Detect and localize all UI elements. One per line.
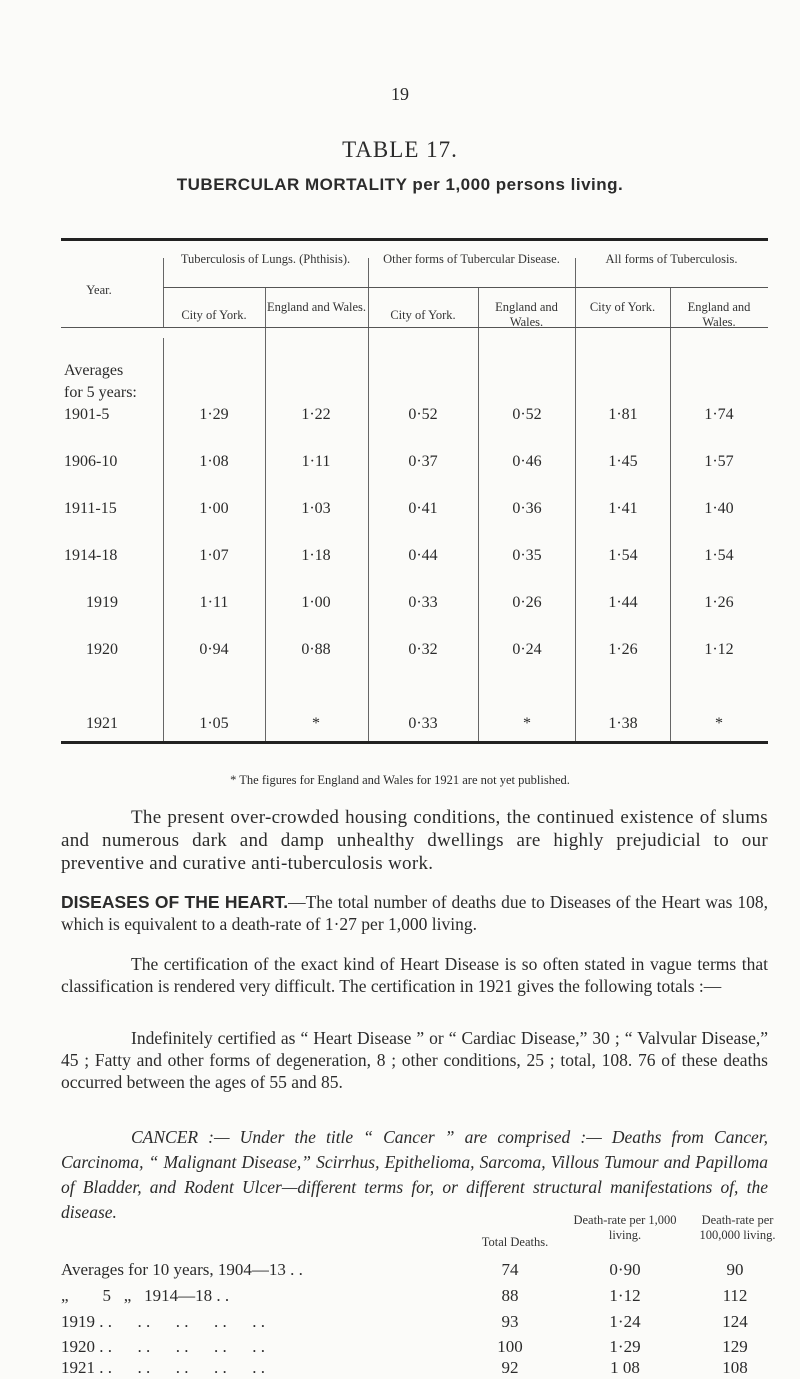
table-row-year: 1921 [86, 715, 118, 732]
table-cell: 1·29 [199, 406, 229, 423]
table-cell: 1·40 [704, 500, 734, 517]
table-row-year: 1920 [86, 641, 118, 658]
cancer-row-label: 1919 . . . . . . . . . . [61, 1312, 265, 1331]
cancer-row-value: 124 [722, 1312, 748, 1331]
table-footnote: * The figures for England and Wales for 1921 are not yet published. [230, 773, 570, 787]
table-cell: 0·33 [408, 594, 438, 611]
table-cell: * [715, 715, 723, 732]
group-header-all-forms: All forms of Tuberculosis. [605, 252, 738, 266]
cancer-row-label: Averages for 10 years, 1904—13 . . [61, 1260, 303, 1279]
subheader-england: England and Wales. [495, 300, 558, 329]
certification-paragraph: The certification of the exact kind of Heart Disease is so often stated in vague terms that classification is rendered very difficult. The certification in 1921 gives the following totals :— [61, 954, 768, 996]
table-row-year: 1911-15 [64, 500, 117, 517]
cancer-header-rate-100000: Death-rate per 100,000 living. [699, 1213, 776, 1242]
group-header-phthisis: Tuberculosis of Lungs. (Phthisis). [180, 252, 351, 266]
table-cell: 1·44 [608, 594, 638, 611]
cancer-row-value: 92 [501, 1358, 519, 1377]
table-cell: 1·26 [704, 594, 734, 611]
table-row-year: 1919 [86, 594, 118, 611]
cancer-row-label: 1920 . . . . . . . . . . [61, 1337, 265, 1356]
table-cell: 0·44 [408, 547, 438, 564]
table-cell: 0·32 [408, 641, 438, 658]
cancer-row-value: 93 [501, 1312, 519, 1331]
subheader-york: City of York. [589, 300, 656, 314]
averages-label: Averages [64, 362, 124, 379]
table-cell: 0·26 [512, 594, 542, 611]
table-cell: 0·52 [512, 406, 542, 423]
table-cell: 0·94 [199, 641, 229, 658]
table-cell: 0·88 [301, 641, 331, 658]
table-cell: 1·11 [301, 453, 331, 470]
table-top-rule [61, 238, 768, 241]
subheader-york: City of York. [181, 308, 247, 322]
table-cell: 1·18 [301, 547, 331, 564]
table-row-year: 1906-10 [64, 453, 118, 470]
table-cell: 1·11 [199, 594, 229, 611]
table-cell: * [312, 715, 320, 732]
averages-label: for 5 years: [64, 384, 137, 401]
table-cell: 1·08 [199, 453, 229, 470]
heart-text: —The total number of deaths due to Diseases of the Heart was 108, which is equivalent to a death-rate of 1·27 per 1,000 living. [61, 892, 768, 934]
table-cell: 1·54 [704, 547, 734, 564]
cancer-row-value: 74 [501, 1260, 519, 1279]
cancer-row-value: 112 [722, 1286, 748, 1305]
housing-paragraph: The present over-crowded housing conditions, the continued existence of slums and numerous dark and damp unhealthy dwellings are highly prejudicial to our preventive and curative anti-tuberculosis work. [61, 807, 768, 874]
cancer-header-total: Total Deaths. [481, 1235, 549, 1249]
table-cell: * [523, 715, 531, 732]
cancer-row-value: 90 [726, 1260, 744, 1279]
table-row-year: 1914-18 [64, 547, 118, 564]
column-divider [368, 258, 369, 743]
table-cell: 1·05 [199, 715, 229, 732]
table-cell: 1·54 [608, 547, 638, 564]
cancer-row-value: 0·90 [609, 1260, 641, 1279]
cancer-row-value: 1·24 [609, 1312, 641, 1331]
subheader-york: City of York. [390, 308, 456, 322]
table-bottom-rule [61, 741, 768, 744]
cancer-header-rate-1000: Death-rate per 1,000 living. [573, 1213, 677, 1242]
cancer-paragraph: CANCER :— Under the title “ Cancer ” are comprised :— Deaths from Cancer, Carcinoma, “ Malignant Disease,” Scirrhus, Epithelioma, Sarcoma, Villous Tumour and Papilloma of Bladder, and Rodent Ulcer—different terms for, or different structural manifestations of, the disease. [61, 1127, 768, 1222]
table-cell: 1·00 [199, 500, 229, 517]
totals-paragraph: Indefinitely certified as “ Heart Disease ” or “ Cardiac Disease,” 30 ; “ Valvular Disease,” 45 ; Fatty and other forms of degeneration, 8 ; other conditions, 25 ; total, 108. 76 of these deaths occurred between the ages of 55 and 85. [61, 1028, 768, 1092]
table-cell: 1·22 [301, 406, 331, 423]
table-cell: 1·45 [608, 453, 638, 470]
cancer-row-value: 129 [722, 1337, 748, 1356]
cancer-row-label: „ 5 „ 1914—18 . . [61, 1286, 230, 1305]
table-cell: 1·81 [608, 406, 638, 423]
table-title: TABLE 17. [342, 137, 458, 162]
table-cell: 0·33 [408, 715, 438, 732]
heart-heading: DISEASES OF THE HEART. [61, 892, 289, 912]
table-cell: 1·74 [704, 406, 734, 423]
table-cell: 1·00 [301, 594, 331, 611]
table-row-year: 1901-5 [64, 406, 110, 423]
header-group-rule [163, 287, 768, 288]
cancer-row-value: 100 [497, 1337, 523, 1356]
cancer-row-value: 1·29 [609, 1337, 641, 1356]
table-cell: 0·35 [512, 547, 542, 564]
cancer-row-value: 1·12 [609, 1286, 641, 1305]
table-cell: 1·41 [608, 500, 638, 517]
cancer-row-value: 88 [501, 1286, 519, 1305]
year-header: Year. [86, 283, 112, 297]
subheader-england: England and Wales. [266, 300, 367, 314]
cancer-row-value: 108 [722, 1358, 748, 1377]
table-cell: 0·46 [512, 453, 542, 470]
table-subtitle: TUBERCULAR MORTALITY per 1,000 persons living. [176, 175, 624, 194]
table-cell: 1·26 [608, 641, 638, 658]
cancer-row-label: 1921 . . . . . . . . . . [61, 1358, 265, 1377]
subheader-england: England and Wales. [687, 300, 751, 329]
table-cell: 1·12 [704, 641, 734, 658]
heart-paragraph [61, 891, 768, 935]
cancer-row-value: 1 08 [610, 1358, 640, 1377]
group-header-other-forms: Other forms of Tubercular Disease. [383, 252, 560, 266]
table-cell: 1·07 [199, 547, 229, 564]
table-cell: 1·03 [301, 500, 331, 517]
table-cell: 0·37 [408, 453, 438, 470]
table-cell: 0·41 [408, 500, 438, 517]
table-cell: 1·57 [704, 453, 734, 470]
page-number: 19 [391, 84, 409, 104]
table-cell: 0·24 [512, 641, 542, 658]
table-cell: 0·52 [408, 406, 438, 423]
table-cell: 0·36 [512, 500, 542, 517]
table-cell: 1·38 [608, 715, 638, 732]
